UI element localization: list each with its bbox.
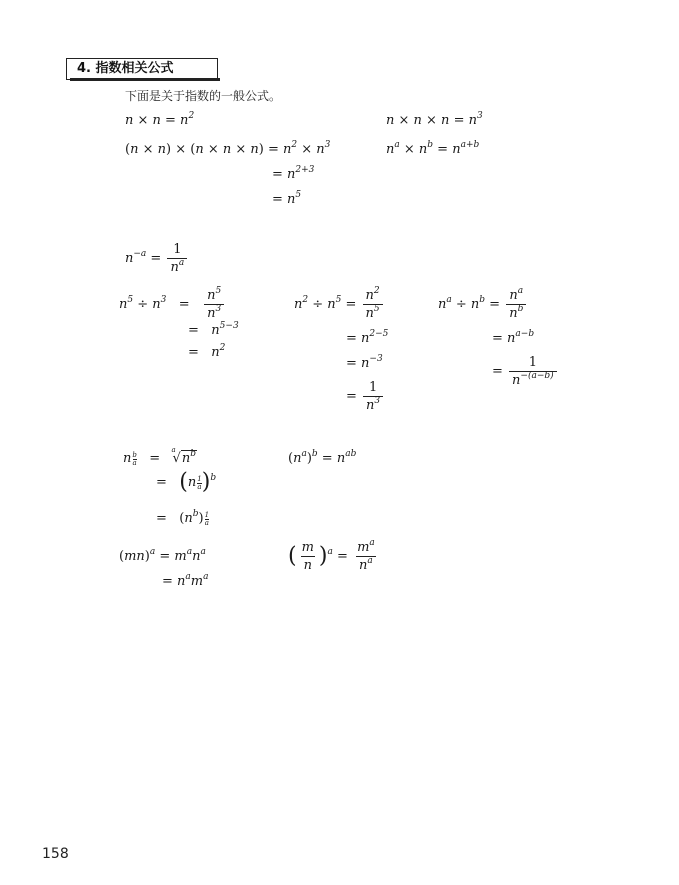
formula-n2-minus-5: = $n^{2-5}$ [346,328,389,346]
formula-step-n-2plus3: = $n^{2+3}$ [272,164,315,182]
formula-n5-minus-3: = $n^{5-3}$ [188,320,239,338]
formula-root-form-2: = (n $\frac{1}{a}$ )$^b$ [156,469,217,495]
formula-power-of-power: $(n^a)^b = n^{ab}$ [288,448,357,466]
formula-n2-result: = $n^2$ [188,342,226,360]
formula-n-a-minus-b: = $n^{a-b}$ [492,328,535,346]
formula-root-form-3: = $(n^b)$ $\frac{1}{a}$ [156,508,210,527]
formula-step-n-5: = $n^5$ [272,189,302,207]
section-heading: 4. 指数相关公式 [66,58,218,80]
formula-one-over-n-neg: = $\frac{1}{n^{-(a-b)}}$ [492,355,559,388]
formula-one-over-n3: = $\frac{1}{n^3}$ [346,380,385,413]
formula-n-times-n: $n \times n = n^2$ [125,110,195,128]
formula-na-times-nb: $n^a \times n^b = n^{a+b}$ [386,139,480,157]
formula-product-exponents: $(n \times n) \times (n \times n \times n) = n^2 \times n^3$ [125,139,331,157]
formula-negative-exponent: $n^{-a}$ = $\frac{1}{n^a}$ [125,242,189,275]
formula-n-minus-3: = $n^{-3}$ [346,353,383,371]
intro-text: 下面是关于指数的一般公式。 [125,89,282,103]
formula-fractional-exponent: n $\frac{b}{a}$ = √ a $n^b$ [123,446,196,467]
formula-n2-div-n5: $n^2 \div n^5$ = $\frac{n^2}{n^5}$ [294,288,385,321]
page-number: 158 [42,846,69,862]
formula-n-cubed: $n \times n \times n = n^3$ [386,110,483,128]
formula-na-div-nb: $n^a \div n^b$ = $\frac{n^a}{n^b}$ [438,288,528,321]
formula-quotient-power: ( $\frac{m}{n}$ )$^a$ = $\frac{m^a}{n^a}$ [288,537,375,573]
formula-n5-div-n3: $n^5 \div n^3$ = $\frac{n^5}{n^3}$ [119,288,226,321]
formula-mn-power: $(mn)^a = m^an^a$ [119,546,206,564]
formula-mn-power-step: = $n^am^a$ [162,571,209,589]
